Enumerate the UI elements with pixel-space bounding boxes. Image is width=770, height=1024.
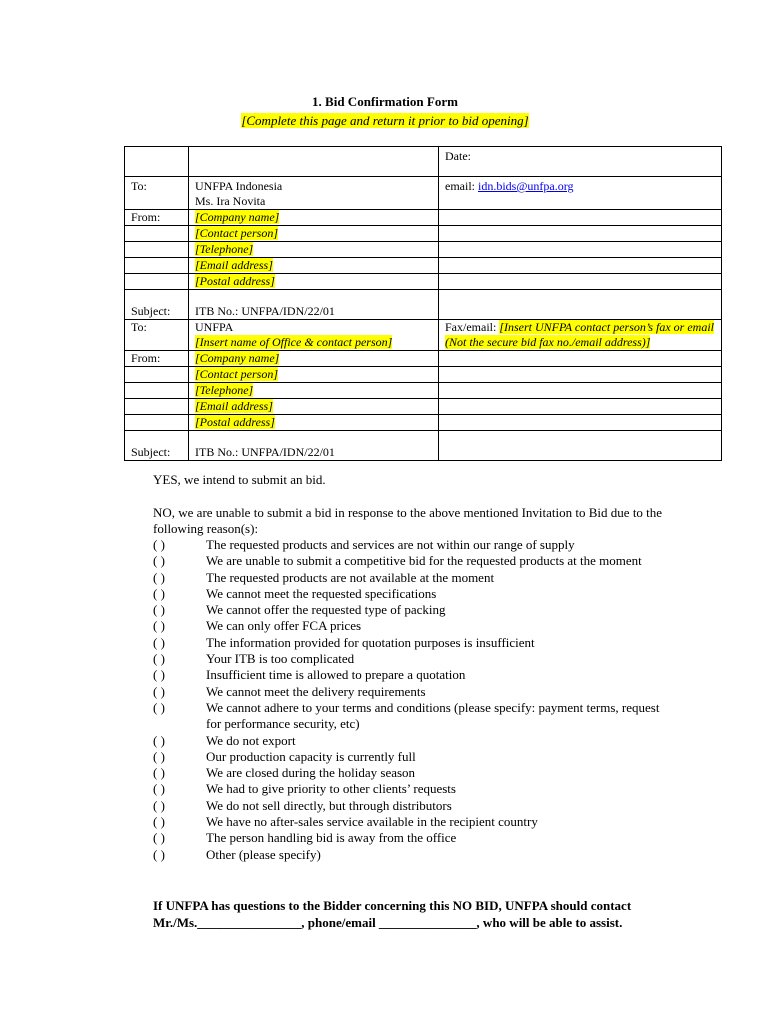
list-item[interactable] (153, 781, 676, 797)
reason-checkbox[interactable]: ( ) (153, 553, 165, 569)
no-bid-contact-note (153, 897, 713, 931)
reason-text: We had to give priority to other clients’ requests (206, 781, 456, 797)
fax-label: Fax/email: (445, 320, 500, 334)
list-item[interactable] (153, 733, 676, 749)
no-option[interactable]: NO, we are unable to submit a bid in response to the above mentioned Invitation to Bid due to the following reason(s): (153, 505, 663, 536)
reason-checkbox[interactable]: ( ) (153, 683, 165, 699)
list-item[interactable] (153, 537, 676, 553)
list-item[interactable] (153, 830, 676, 846)
date-label: Date: (445, 149, 471, 163)
list-item[interactable] (153, 700, 676, 733)
reason-text: We do not export (206, 732, 296, 748)
reason-checkbox[interactable]: ( ) (153, 602, 165, 618)
reason-checkbox[interactable]: ( ) (153, 814, 165, 830)
reason-checkbox[interactable]: ( ) (153, 797, 165, 813)
subject-value-2: ITB No.: UNFPA/IDN/22/01 (195, 445, 335, 459)
subject-value-1: ITB No.: UNFPA/IDN/22/01 (195, 304, 335, 318)
reason-checkbox[interactable]: ( ) (153, 830, 165, 846)
reason-checkbox[interactable]: ( ) (153, 699, 165, 715)
to-person-1: Ms. Ira Novita (195, 194, 266, 208)
header-empty-2 (189, 147, 439, 177)
reason-text: We have no after-sales service available in the recipient country (206, 814, 538, 830)
reason-list (153, 537, 676, 863)
list-item[interactable] (153, 635, 676, 651)
form-subtitle-wrap (0, 113, 770, 129)
date-cell (439, 147, 722, 177)
list-item[interactable] (153, 798, 676, 814)
from-label-1: From: (131, 210, 161, 224)
footer-line-2: Mr./Ms.________________, phone/email _______________, who will be able to assist. (153, 915, 623, 930)
contact-person-field-1[interactable]: [Contact person] (195, 226, 279, 240)
reason-text: The requested products and services are not within our range of supply (206, 537, 575, 552)
reason-checkbox[interactable]: ( ) (153, 846, 165, 862)
contact-person-field-2[interactable]: [Contact person] (195, 367, 279, 381)
list-item[interactable] (153, 667, 676, 683)
to-label-2: To: (131, 320, 147, 334)
reason-text: Insufficient time is allowed to prepare a quotation (206, 667, 466, 683)
yes-option[interactable]: YES, we intend to submit an bid. (153, 472, 326, 487)
reason-text: We can only offer FCA prices (206, 618, 362, 634)
email-address-field-2[interactable]: [Email address] (195, 399, 273, 413)
reason-text: We do not sell directly, but through distributors (206, 797, 452, 813)
email-address-field-1[interactable]: [Email address] (195, 258, 273, 272)
reason-text: Other (please specify) (206, 846, 321, 862)
form-title: 1. Bid Confirmation Form (312, 94, 458, 109)
list-item[interactable] (153, 765, 676, 781)
reason-text: We are closed during the holiday season (206, 765, 416, 781)
list-item[interactable] (153, 618, 676, 634)
email-label: email: (445, 179, 478, 193)
reason-text: We cannot offer the requested type of packing (206, 602, 446, 618)
reason-text: Your ITB is too complicated (206, 651, 355, 667)
reason-checkbox[interactable]: ( ) (153, 651, 165, 667)
form-subtitle: [Complete this page and return it prior to bid opening] (241, 113, 529, 128)
list-item[interactable] (153, 570, 676, 586)
list-item[interactable] (153, 586, 676, 602)
reason-text: Our production capacity is currently full (206, 748, 416, 764)
postal-address-field-2[interactable]: [Postal address] (195, 415, 275, 429)
reason-checkbox[interactable]: ( ) (153, 585, 165, 601)
list-item[interactable] (153, 684, 676, 700)
reason-text: We cannot meet the requested specifications (206, 585, 437, 601)
reason-text: We cannot adhere to your terms and conditions (please specify: payment terms, request for performance security, etc) (206, 699, 660, 732)
subject-label-2: Subject: (131, 445, 171, 459)
list-item[interactable] (153, 847, 676, 863)
reason-checkbox[interactable]: ( ) (153, 732, 165, 748)
list-item[interactable] (153, 602, 676, 618)
list-item[interactable] (153, 553, 676, 569)
office-contact-field[interactable]: [Insert name of Office & contact person] (195, 335, 393, 349)
reason-checkbox[interactable]: ( ) (153, 537, 165, 552)
to-label-1: To: (131, 179, 147, 193)
email-link[interactable]: idn.bids@unfpa.org (478, 179, 574, 193)
header-empty-1 (125, 147, 189, 177)
fax-email-field[interactable]: [Insert UNFPA contact person’s fax or email (Not the secure bid fax no./email address)] (445, 320, 714, 349)
reason-checkbox[interactable]: ( ) (153, 748, 165, 764)
telephone-field-2[interactable]: [Telephone] (195, 383, 254, 397)
to-name-1: UNFPA Indonesia (195, 179, 283, 193)
to-name-2: UNFPA (195, 320, 234, 334)
subject-label-1: Subject: (131, 304, 171, 318)
reason-checkbox[interactable]: ( ) (153, 634, 165, 650)
reason-checkbox[interactable]: ( ) (153, 569, 165, 585)
reason-text: We cannot meet the delivery requirements (206, 683, 426, 699)
list-item[interactable] (153, 651, 676, 667)
company-name-field-2[interactable]: [Company name] (195, 351, 280, 365)
from-label-2: From: (131, 351, 161, 365)
reason-checkbox[interactable]: ( ) (153, 781, 165, 797)
telephone-field-1[interactable]: [Telephone] (195, 242, 254, 256)
footer-line-1: If UNFPA has questions to the Bidder concerning this NO BID, UNFPA should contact (153, 898, 632, 913)
reason-text: We are unable to submit a competitive bid for the requested products at the moment (206, 553, 642, 569)
bid-confirmation-table (124, 146, 722, 461)
reason-checkbox[interactable]: ( ) (153, 765, 165, 781)
reason-text: The person handling bid is away from the office (206, 830, 457, 846)
reason-text: The requested products are not available at the moment (206, 569, 495, 585)
list-item[interactable] (153, 814, 676, 830)
reason-checkbox[interactable]: ( ) (153, 618, 165, 634)
company-name-field-1[interactable]: [Company name] (195, 210, 280, 224)
list-item[interactable] (153, 749, 676, 765)
reason-checkbox[interactable]: ( ) (153, 667, 165, 683)
empty-cell (439, 210, 722, 226)
postal-address-field-1[interactable]: [Postal address] (195, 274, 275, 288)
reason-text: The information provided for quotation purposes is insufficient (206, 634, 535, 650)
